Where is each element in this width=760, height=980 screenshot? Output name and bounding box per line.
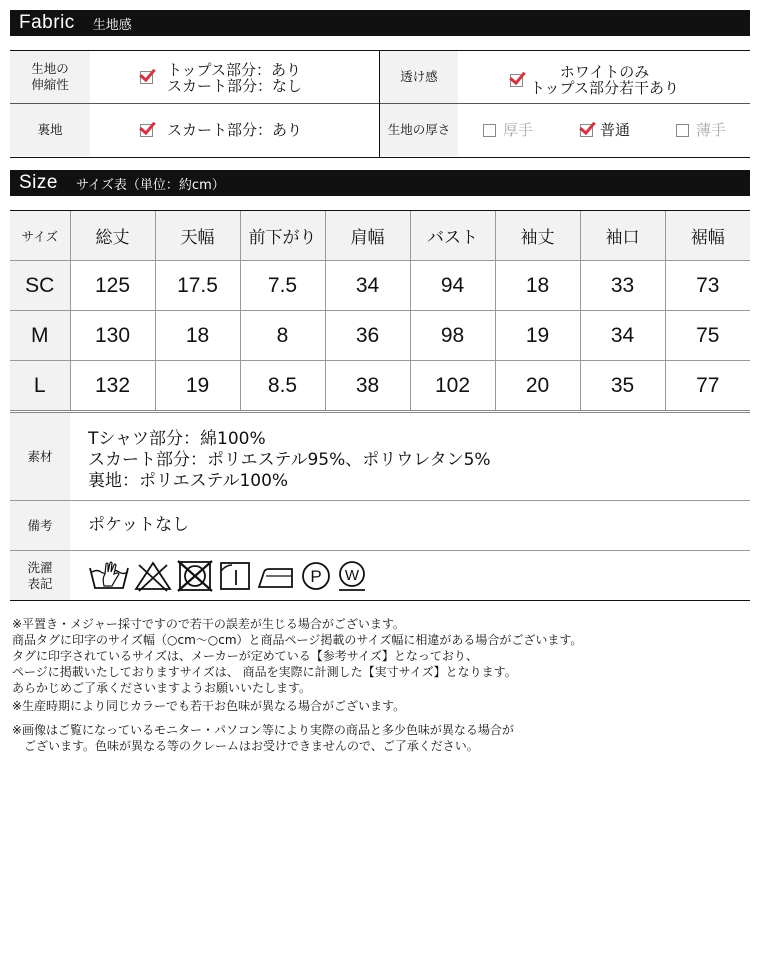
remarks-value: ポケットなし <box>88 515 190 535</box>
drip-dry-icon <box>218 560 252 592</box>
sheer-checkbox <box>510 74 523 87</box>
size-cell: SC <box>10 261 70 311</box>
lining-checkbox <box>140 124 153 137</box>
notes-block-3 <box>12 722 514 754</box>
size-cell: L <box>10 361 70 411</box>
stretch-line-2: スカート部分：なし <box>167 77 303 95</box>
fabric-section-header <box>10 10 750 36</box>
material-line-3: 裏地：ポリエステル100% <box>88 471 289 491</box>
notes-block-1 <box>12 616 582 696</box>
size-cell: 19 <box>495 311 580 361</box>
header-sleeve-opening: 袖口 <box>580 211 665 261</box>
lining-label: 裏地 <box>10 104 90 156</box>
size-cell: 73 <box>665 261 750 311</box>
thickness-thin-label: 薄手 <box>696 121 727 139</box>
size-cell: 130 <box>70 311 155 361</box>
size-cell: M <box>10 311 70 361</box>
size-cell: 125 <box>70 261 155 311</box>
header-shoulder: 肩幅 <box>325 211 410 261</box>
note-line: ページに掲載いたしておりますサイズは、 商品を実際に計測した【実寸サイズ】となります。 <box>12 665 517 679</box>
stretch-label: 生地の 伸縮性 <box>10 51 90 103</box>
size-cell: 18 <box>155 311 240 361</box>
note-line: あらかじめご了承くださいますようお願いいたします。 <box>12 681 312 695</box>
size-cell: 38 <box>325 361 410 411</box>
material-label: 素材 <box>10 413 70 500</box>
material-line-1: Tシャツ部分：綿100% <box>88 429 266 449</box>
fabric-subtitle: 生地感 <box>92 17 132 33</box>
size-cell: 18 <box>495 261 580 311</box>
no-bleach-icon <box>134 560 172 592</box>
size-row-sc <box>10 261 750 311</box>
header-length: 総丈 <box>70 211 155 261</box>
sheer-line-2: トップス部分若干あり <box>530 79 679 97</box>
care-w-letter: W <box>344 567 360 584</box>
material-line-2: スカート部分：ポリエステル95%、ポリウレタン5% <box>88 450 491 470</box>
size-cell: 20 <box>495 361 580 411</box>
wet-clean-w-icon <box>336 560 368 592</box>
header-bust: バスト <box>410 211 495 261</box>
size-cell: 36 <box>325 311 410 361</box>
header-neck-width: 天幅 <box>155 211 240 261</box>
care-row <box>10 551 750 600</box>
thickness-checkbox-normal <box>580 124 593 137</box>
size-cell: 77 <box>665 361 750 411</box>
size-cell: 35 <box>580 361 665 411</box>
size-cell: 8 <box>240 311 325 361</box>
fabric-row-2 <box>10 104 750 156</box>
sheer-line-1: ホワイトのみ <box>559 63 650 81</box>
size-cell: 94 <box>410 261 495 311</box>
size-cell: 102 <box>410 361 495 411</box>
size-cell: 33 <box>580 261 665 311</box>
size-cell: 75 <box>665 311 750 361</box>
stretch-line-1: トップス部分：あり <box>167 61 301 79</box>
low-iron-icon <box>256 560 296 592</box>
size-cell: 132 <box>70 361 155 411</box>
stretch-checkbox <box>140 71 153 84</box>
note-line: ございます。色味が異なる等のクレームはお受けできませんので、ご了承ください。 <box>12 739 479 753</box>
size-title: Size <box>19 172 58 193</box>
size-subtitle: サイズ表（単位：約cm） <box>75 177 225 193</box>
lining-value: スカート部分：あり <box>167 121 303 139</box>
size-cell: 98 <box>410 311 495 361</box>
header-sleeve-length: 袖丈 <box>495 211 580 261</box>
material-value <box>88 429 491 492</box>
header-hem-width: 裾幅 <box>665 211 750 261</box>
thickness-checkbox-thick <box>483 124 496 137</box>
fabric-row-1 <box>10 51 750 104</box>
note-line: ※画像はご覧になっているモニター・パソコン等により実際の商品と多少色味が異なる場合が <box>12 723 514 737</box>
info-table <box>10 410 750 601</box>
thickness-checkbox-thin <box>676 124 689 137</box>
note-line: タグに印字されているサイズは、メーカーが定めている【参考サイズ】となっており、 <box>12 649 478 663</box>
sheer-label: 透け感 <box>380 51 458 103</box>
size-section-header <box>10 170 750 196</box>
no-tumble-dry-icon <box>176 560 214 592</box>
remarks-label: 備考 <box>10 501 70 550</box>
size-cell: 19 <box>155 361 240 411</box>
care-icons <box>88 559 368 593</box>
fabric-table <box>10 50 750 158</box>
size-cell: 34 <box>325 261 410 311</box>
thickness-normal-label: 普通 <box>600 121 631 139</box>
thickness-thick-label: 厚手 <box>503 121 534 139</box>
note-line: 商品タグに印字のサイズ幅（○cm〜○cm）と商品ページ掲載のサイズ幅に相違がある場合がございます。 <box>12 633 583 647</box>
thickness-label: 生地の厚さ <box>380 104 458 156</box>
size-cell: 8.5 <box>240 361 325 411</box>
dry-clean-p-icon <box>300 560 332 592</box>
hand-wash-icon <box>88 560 130 592</box>
size-row-m <box>10 311 750 361</box>
size-cell: 7.5 <box>240 261 325 311</box>
care-p-letter: P <box>310 567 322 586</box>
size-cell: 34 <box>580 311 665 361</box>
size-cell: 17.5 <box>155 261 240 311</box>
notes-block-2 <box>12 698 405 714</box>
size-row-l <box>10 361 750 411</box>
note-line: ※平置き・メジャー採寸ですので若干の誤差が生じる場合がございます。 <box>12 617 405 631</box>
header-front-drop: 前下がり <box>240 211 325 261</box>
header-size: サイズ <box>10 211 70 261</box>
stretch-value <box>167 62 302 94</box>
material-row <box>10 413 750 501</box>
size-header-row <box>10 211 750 261</box>
care-label: 洗濯 表記 <box>10 551 70 600</box>
sheer-value <box>530 64 679 96</box>
fabric-divider <box>379 51 380 157</box>
note-line: ※生産時期により同じカラーでも若干お色味が異なる場合がございます。 <box>12 699 406 713</box>
remarks-row <box>10 501 750 551</box>
fabric-title: Fabric <box>19 12 75 33</box>
size-table <box>10 210 750 411</box>
